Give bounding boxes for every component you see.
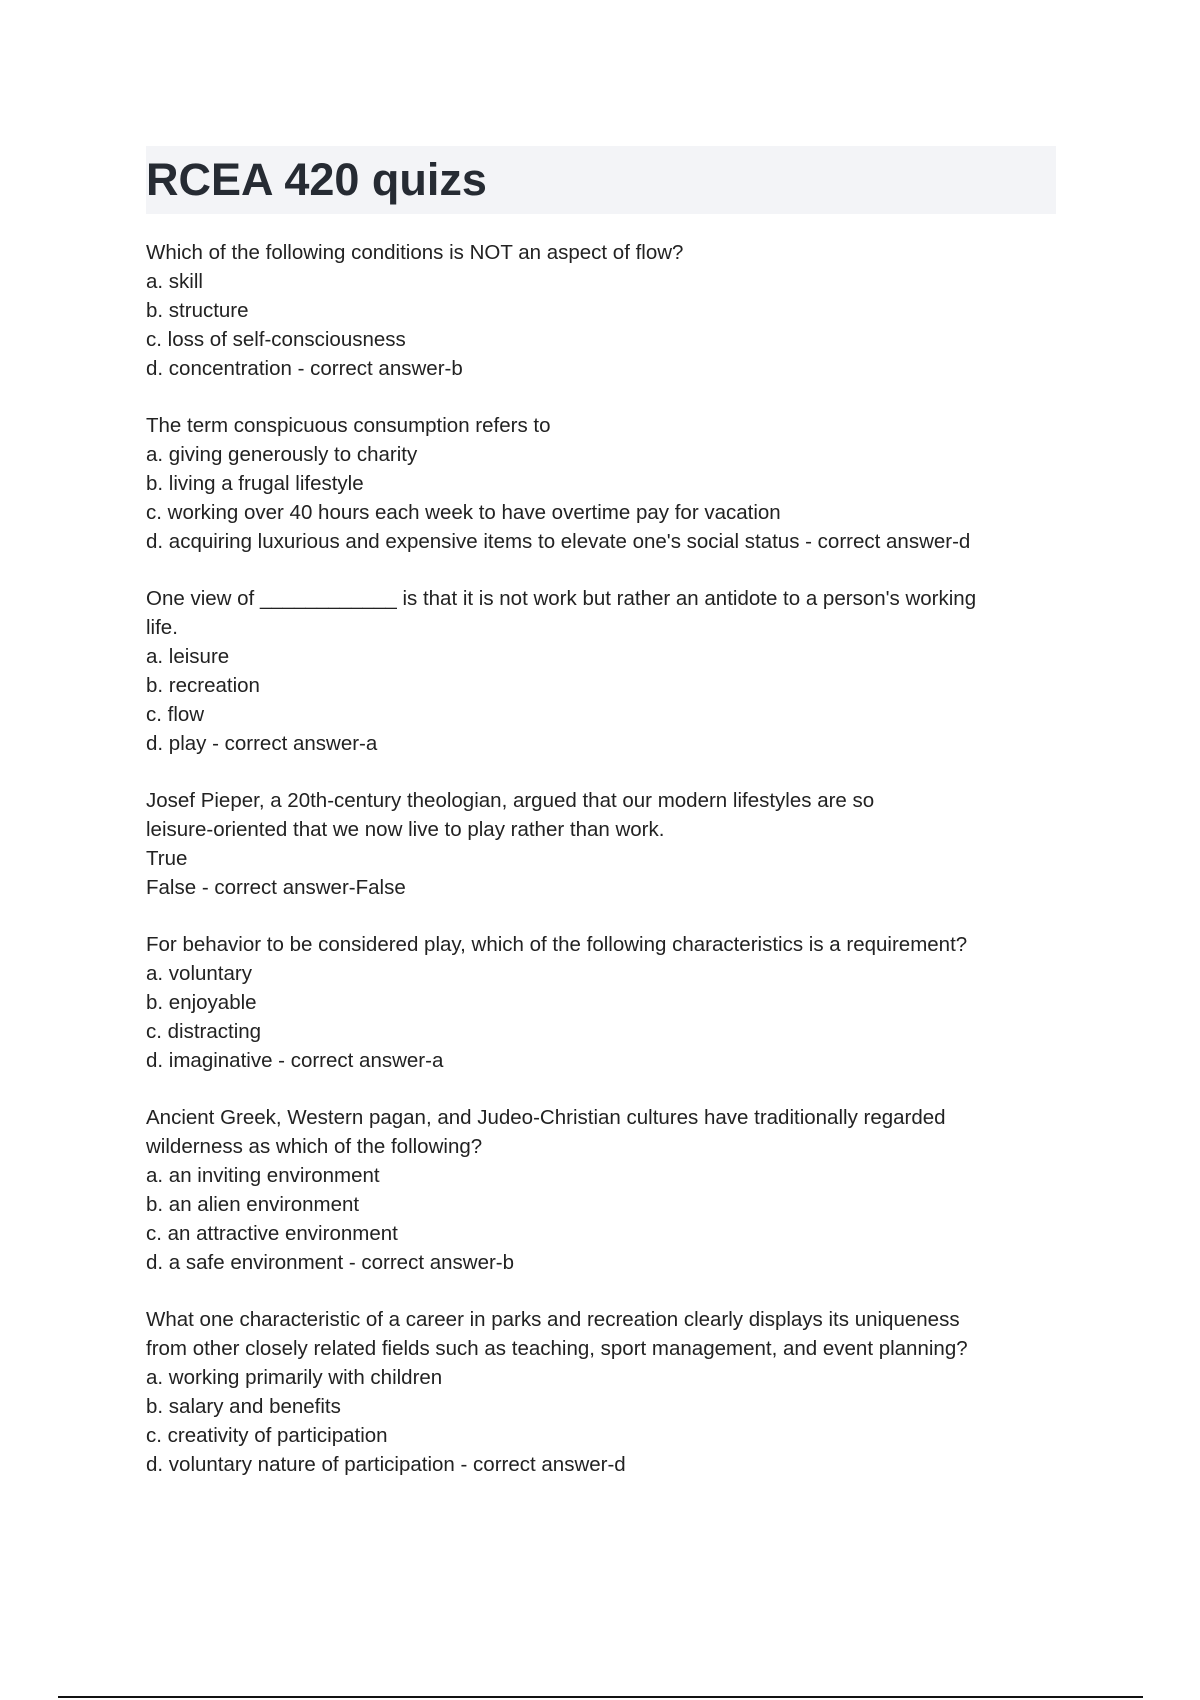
answer-option: d. imaginative - correct answer-a <box>146 1049 444 1072</box>
answer-option: d. a safe environment - correct answer-b <box>146 1251 515 1274</box>
question-block <box>146 930 1066 1075</box>
question-text: Josef Pieper, a 20th-century theologian, argued that our modern lifestyles are so <box>146 789 875 812</box>
answer-option: a. skill <box>146 270 203 293</box>
answer-option: c. an attractive environment <box>146 1222 398 1245</box>
question-block <box>146 584 1066 758</box>
answer-option: b. recreation <box>146 674 260 697</box>
answer-option: a. giving generously to charity <box>146 443 418 466</box>
answer-option: d. play - correct answer-a <box>146 732 378 755</box>
question-block <box>146 411 1066 556</box>
answer-option: a. an inviting environment <box>146 1164 380 1187</box>
answer-option: c. flow <box>146 703 205 726</box>
title-banner <box>146 146 1056 214</box>
answer-option: b. living a frugal lifestyle <box>146 472 364 495</box>
answer-option: d. concentration - correct answer-b <box>146 357 463 380</box>
question-text: wilderness as which of the following? <box>146 1135 483 1158</box>
answer-option: c. loss of self-consciousness <box>146 328 406 351</box>
footer-divider <box>58 1696 1143 1698</box>
answer-option: a. leisure <box>146 645 230 668</box>
answer-option: d. voluntary nature of participation - correct answer-d <box>146 1453 626 1476</box>
question-block <box>146 1305 1066 1479</box>
question-text: life. <box>146 616 178 639</box>
question-text: Ancient Greek, Western pagan, and Judeo-Christian cultures have traditionally regarded <box>146 1106 946 1129</box>
answer-option: b. an alien environment <box>146 1193 360 1216</box>
answer-option: c. distracting <box>146 1020 262 1043</box>
question-text: leisure-oriented that we now live to play rather than work. <box>146 818 665 841</box>
answer-option: d. acquiring luxurious and expensive items to elevate one's social status - correct answer-d <box>146 530 971 553</box>
question-block <box>146 786 1066 902</box>
question-text: For behavior to be considered play, which of the following characteristics is a requirement? <box>146 933 968 956</box>
question-text: Which of the following conditions is NOT an aspect of flow? <box>146 241 684 264</box>
question-list <box>146 238 1066 1507</box>
document-title: RCEA 420 quizs <box>146 154 487 205</box>
question-text: What one characteristic of a career in parks and recreation clearly displays its uniqueness <box>146 1308 960 1331</box>
question-block <box>146 1103 1066 1277</box>
question-text: One view of ____________ is that it is not work but rather an antidote to a person's working <box>146 587 977 610</box>
question-text: from other closely related fields such as teaching, sport management, and event planning? <box>146 1337 968 1360</box>
answer-option: c. working over 40 hours each week to have overtime pay for vacation <box>146 501 781 524</box>
question-block <box>146 238 1066 383</box>
answer-option: b. enjoyable <box>146 991 257 1014</box>
answer-option: a. voluntary <box>146 962 252 985</box>
answer-option: False - correct answer-False <box>146 876 406 899</box>
answer-option: a. working primarily with children <box>146 1366 443 1389</box>
question-text: The term conspicuous consumption refers to <box>146 414 551 437</box>
answer-option: True <box>146 847 188 870</box>
answer-option: b. structure <box>146 299 249 322</box>
answer-option: c. creativity of participation <box>146 1424 388 1447</box>
answer-option: b. salary and benefits <box>146 1395 341 1418</box>
